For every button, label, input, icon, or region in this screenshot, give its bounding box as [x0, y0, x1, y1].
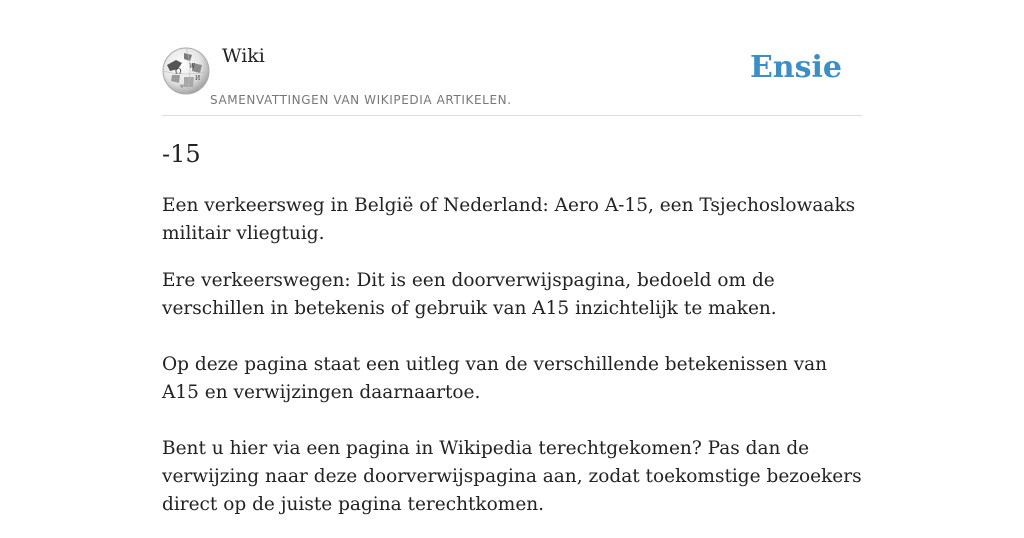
article-paragraph: Ere verkeerswegen: Dit is een doorverwijspagina, bedoeld om de verschillen in betekenis of gebruik van A15 inzichtelijk te maken. [162, 270, 777, 319]
site-header [162, 0, 862, 116]
page [162, 0, 862, 515]
article-paragraph: Een verkeersweg in België of Nederland: Aero A-15, een Tsjechoslowaaks militair vliegtuig. [162, 195, 856, 244]
svg-text:И: И [195, 75, 201, 82]
svg-text:ψ: ψ [180, 83, 184, 89]
svg-text:W: W [189, 63, 196, 70]
article-body [162, 192, 862, 538]
article-paragraph: Op deze pagina staat een uitleg van de verschillende betekenissen van A15 en verwijzingen daarnaartoe. [162, 354, 828, 403]
site-name-link[interactable]: Wiki [222, 45, 265, 67]
svg-text:Ω: Ω [175, 67, 182, 76]
page-title: -15 [162, 140, 201, 168]
site-tagline: SAMENVATTINGEN VAN WIKIPEDIA ARTIKELEN. [210, 93, 512, 107]
ensie-brand-link[interactable]: Ensie [749, 50, 842, 85]
article-paragraph: Bent u hier via een pagina in Wikipedia terechtgekomen? Pas dan de verwijzing naar deze doorverwijspagina aan, zodat toekomstige bezoekers direct op de juiste pagina terechtkomen. [162, 438, 862, 515]
wikipedia-globe-icon[interactable] [162, 47, 210, 95]
